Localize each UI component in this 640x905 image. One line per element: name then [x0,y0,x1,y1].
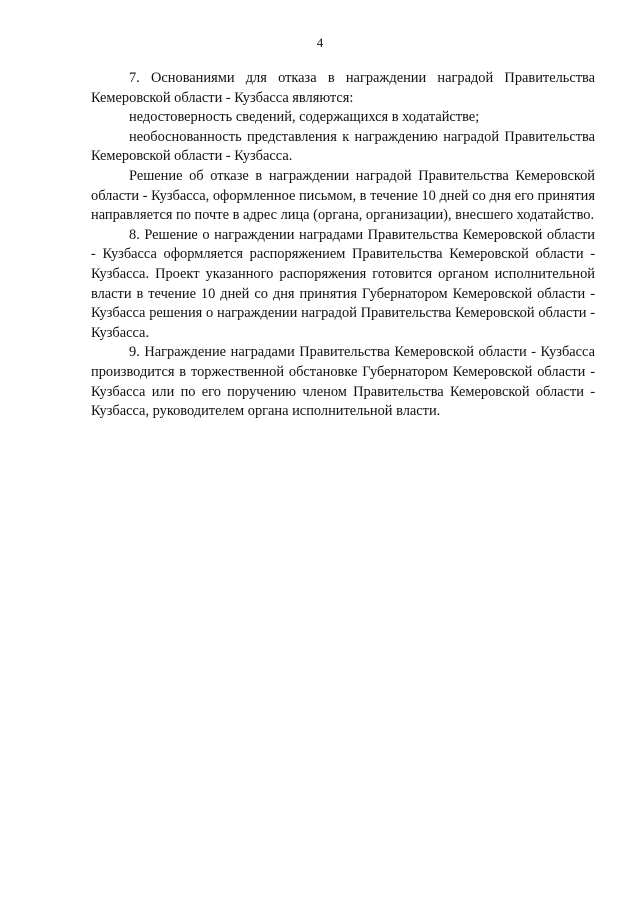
page-number: 4 [316,35,324,50]
paragraph-refusal-ground-unjustified: необоснованность представления к награждению наградой Правительства Кемеровской области - Кузбасса. [91,128,595,165]
paragraph-7-refusal-grounds: 7. Основаниями для отказа в награждении наградой Правительства Кемеровской области - Кузбасса являются: [91,70,595,106]
paragraph-8-award-decision: 8. Решение о награждении наградами Правительства Кемеровской области - Кузбасса оформляется распоряжением Правительства Кемеровской области - Кузбасса. Проект указанного распоряжения готовится органом исполнительной власти в течение 10 дней со дня принятия Губернатором Кемеровской области - Кузбасса решения о награждении наградой Правительства Кемеровской области - Кузбасса. [91,226,595,341]
paragraph-refusal-ground-inaccuracy: недостоверность сведений, содержащихся в ходатайстве; [129,109,480,126]
paragraph-refusal-decision: Решение об отказе в награждении наградой Правительства Кемеровской области - Кузбасса, оформленное письмом, в течение 10 дней со дня его принятия направляется по почте в адрес лица (органа, организации), внесшего ходатайство. [91,167,595,224]
document-body [91,69,595,422]
paragraph-9-award-ceremony: 9. Награждение наградами Правительства Кемеровской области - Кузбасса производится в торжественной обстановке Губернатором Кемеровской области - Кузбасса или по его поручению членом Правительства Кемеровской области - Кузбасса, руководителем органа исполнительной власти. [91,344,595,420]
